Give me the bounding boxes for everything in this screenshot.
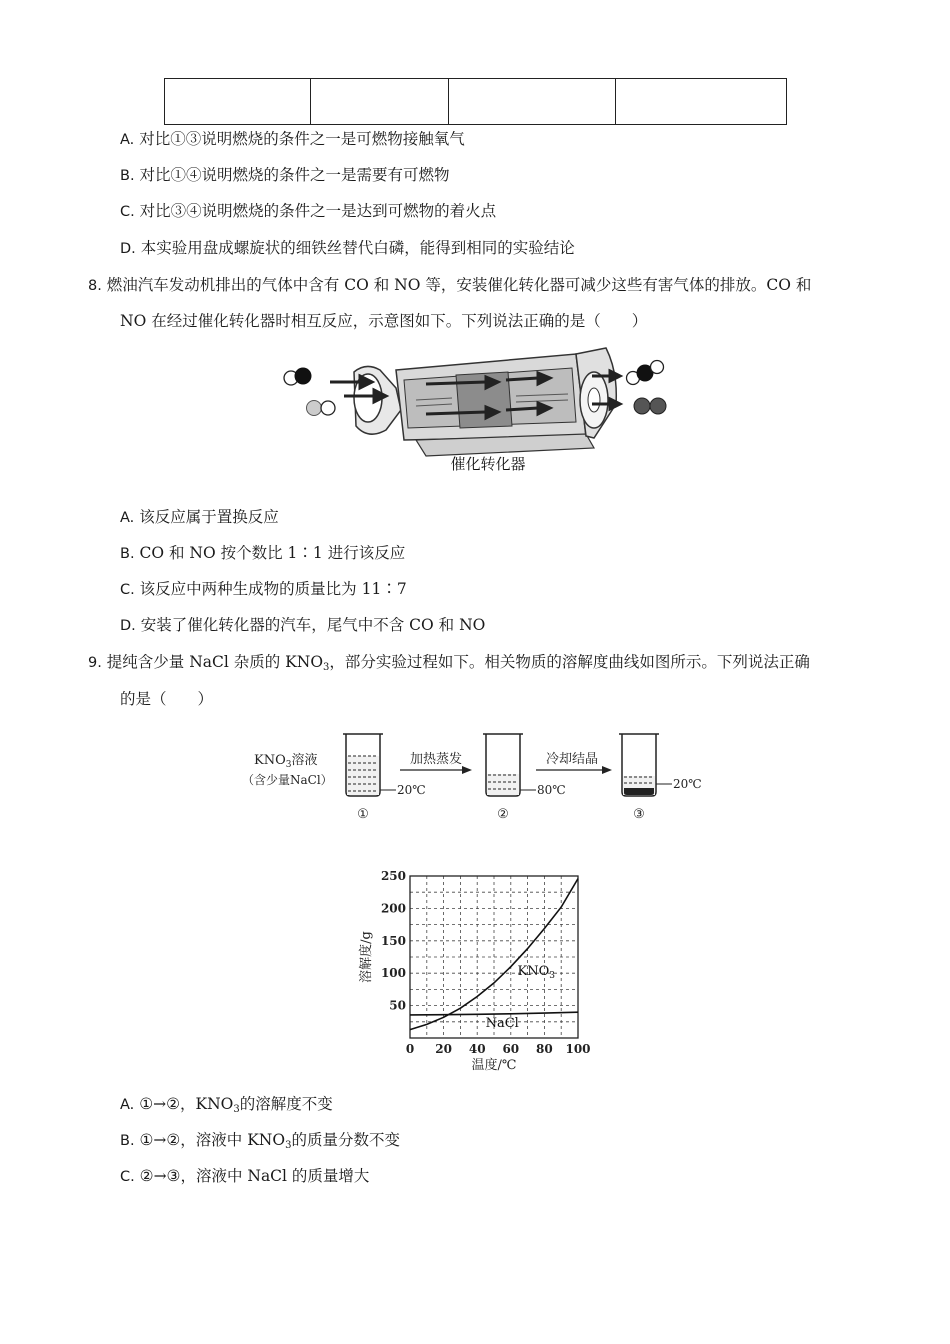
x-tick-label: 0 xyxy=(405,1042,415,1056)
y-axis-label: 溶解度/g xyxy=(359,931,374,983)
table-cell xyxy=(616,79,787,125)
y-tick-label: 150 xyxy=(380,933,406,948)
step-2-label: 冷却结晶 xyxy=(545,752,599,767)
series-label-nacl: NaCl xyxy=(485,1015,519,1031)
beaker-2 xyxy=(483,734,523,796)
q7-option-c[interactable]: C. 对比③④说明燃烧的条件之一是达到可燃物的着火点 xyxy=(120,202,497,220)
beaker-3 xyxy=(619,734,659,796)
q8-option-c[interactable]: C. 该反应中两种生成物的质量比为 11∶7 xyxy=(120,580,407,598)
beaker-3-label: ③ xyxy=(633,807,645,822)
y-tick-label: 250 xyxy=(380,869,406,883)
q8-option-a[interactable]: A. 该反应属于置换反应 xyxy=(120,508,279,526)
x-tick-label: 80 xyxy=(536,1042,553,1056)
q9-option-a[interactable]: A. ①→②，$KNO_3$的溶解度不变 xyxy=(120,1095,333,1115)
q9-stem-line1: 9. 提纯含少量 NaCl 杂质的 $KNO_3$，部分实验过程如下。相关物质的溶解度曲线如图所示。下列说法正确 xyxy=(88,653,810,673)
impurity-label: （含少量NaCl） xyxy=(242,773,333,787)
q8-stem-line1: 8. 燃油汽车发动机排出的气体中含有 CO 和 NO 等，安装催化转化器可减少这些有害气体的排放。CO 和 xyxy=(88,276,812,294)
q9-stem-line2: 的是（ ） xyxy=(120,690,214,708)
grey-atom xyxy=(307,401,322,416)
x-tick-label: 100 xyxy=(565,1042,591,1056)
table-cell xyxy=(449,79,616,125)
series-label-kno3: $KNO_3$ xyxy=(517,964,556,982)
q7-figure-table xyxy=(164,78,787,125)
q8-option-d[interactable]: D. 安装了催化转化器的汽车，尾气中不含 CO 和 NO xyxy=(120,616,486,634)
q7-option-b[interactable]: B. 对比①④说明燃烧的条件之一是需要有可燃物 xyxy=(120,166,450,184)
temp-2: 80℃ xyxy=(537,783,566,797)
solubility-chart xyxy=(356,866,606,1076)
process-figure xyxy=(240,726,720,826)
temp-1: 20℃ xyxy=(397,783,426,797)
q7-option-a[interactable]: A. 对比①③说明燃烧的条件之一是可燃物接触氧气 xyxy=(120,130,465,148)
series-line-nacl xyxy=(410,1012,578,1015)
solution-label: $KNO_3$溶液 xyxy=(254,753,318,770)
x-tick-label: 60 xyxy=(502,1042,520,1056)
y-tick-label: 50 xyxy=(389,998,406,1013)
y-tick-label: 200 xyxy=(380,901,406,916)
dark-grey-atom xyxy=(634,398,650,414)
dark-grey-atom xyxy=(650,398,666,414)
white-atom xyxy=(651,361,664,374)
q9-option-b[interactable]: B. ①→②，溶液中 $KNO_3$的质量分数不变 xyxy=(120,1131,400,1151)
q9-option-c[interactable]: C. ②→③，溶液中 NaCl 的质量增大 xyxy=(120,1167,370,1185)
y-tick-label: 100 xyxy=(380,966,406,981)
x-tick-label: 40 xyxy=(468,1042,486,1056)
q8-option-b[interactable]: B. CO 和 NO 按个数比 1∶1 进行该反应 xyxy=(120,544,406,562)
beaker-2-label: ② xyxy=(497,807,509,822)
table-cell xyxy=(311,79,449,125)
beaker-1 xyxy=(343,734,383,796)
arrow-2-head xyxy=(602,766,612,774)
white-atom xyxy=(321,401,335,415)
x-tick-label: 20 xyxy=(435,1042,452,1056)
table-cell xyxy=(165,79,311,125)
figure-caption: 催化转化器 xyxy=(450,455,526,473)
converter-body xyxy=(354,348,616,456)
q7-option-d[interactable]: D. 本实验用盘成螺旋状的细铁丝替代白磷，能得到相同的实验结论 xyxy=(120,239,575,257)
step-1-label: 加热蒸发 xyxy=(409,752,463,767)
black-atom xyxy=(295,368,312,385)
arrow-1-head xyxy=(462,766,472,774)
q8-stem-line2: NO 在经过催化转化器时相互反应，示意图如下。下列说法正确的是（ ） xyxy=(120,312,648,330)
beaker-1-label: ① xyxy=(357,807,369,822)
x-axis-label: 温度/℃ xyxy=(471,1058,517,1073)
catalytic-converter-figure xyxy=(276,340,676,476)
temp-3: 20℃ xyxy=(673,777,702,791)
